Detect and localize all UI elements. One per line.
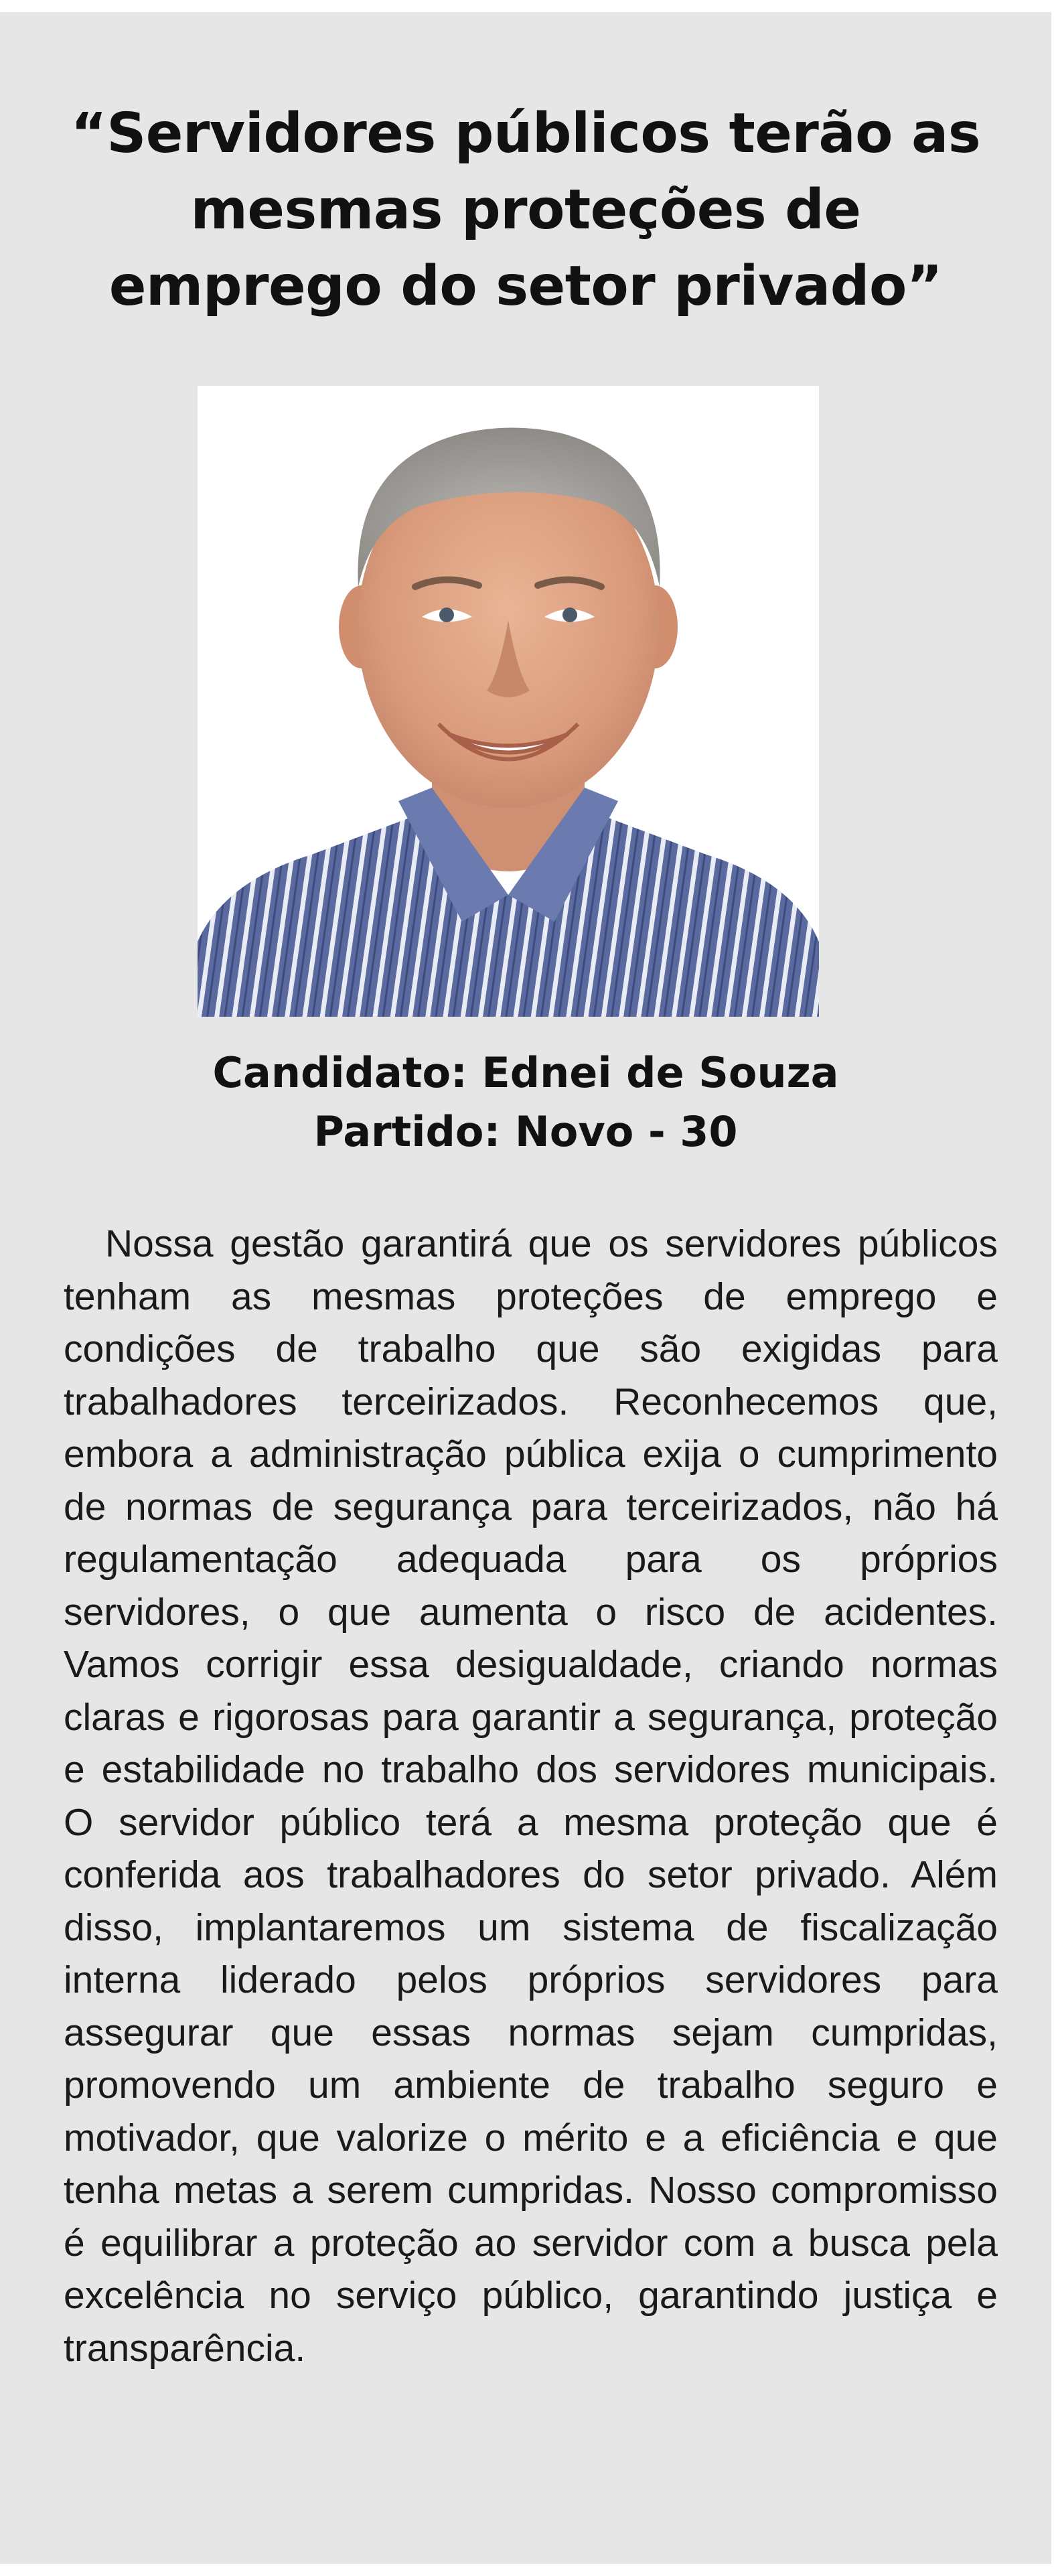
article-headline: “Servidores públicos terão as mesmas proteções de emprego do setor privado”	[70, 102, 981, 318]
candidate-name: Candidato: Ednei de Souza	[212, 1048, 839, 1097]
candidate-info	[67, 1044, 984, 1161]
candidate-photo	[198, 386, 819, 1017]
article-body: Nossa gestão garantirá que os servidores públicos tenham as mesmas proteções de emprego e condições de trabalho que são exigidas para trabalhadores terceirizados. Reconhecemos que, embora a administração pública exija o cumprimento de normas de segurança para terceirizados, não há regulamentação adequada para os próprios servidores, o que aumenta o risco de acidentes. Vamos corrigir essa desigualdade, criando normas claras e rigorosas para garantir a segurança, proteção e estabilidade no trabalho dos servidores municipais. O servidor público terá a mesma proteção que é conferida aos trabalhadores do setor privado. Além disso, implantaremos um sistema de fiscalização interna liderado pelos próprios servidores para assegurar que essas normas sejam cumpridas, promovendo um ambiente de trabalho seguro e motivador, que valorize o mérito e a eficiência e que tenha metas a serem cumpridas. Nosso compromisso é equilibrar a proteção ao servidor com a busca pela excelência no serviço público, garantindo justiça e transparência.	[64, 1222, 998, 2370]
candidate-party: Partido: Novo - 30	[313, 1107, 738, 1156]
article-panel	[0, 12, 1051, 2564]
candidate-portrait-icon	[198, 386, 819, 1017]
